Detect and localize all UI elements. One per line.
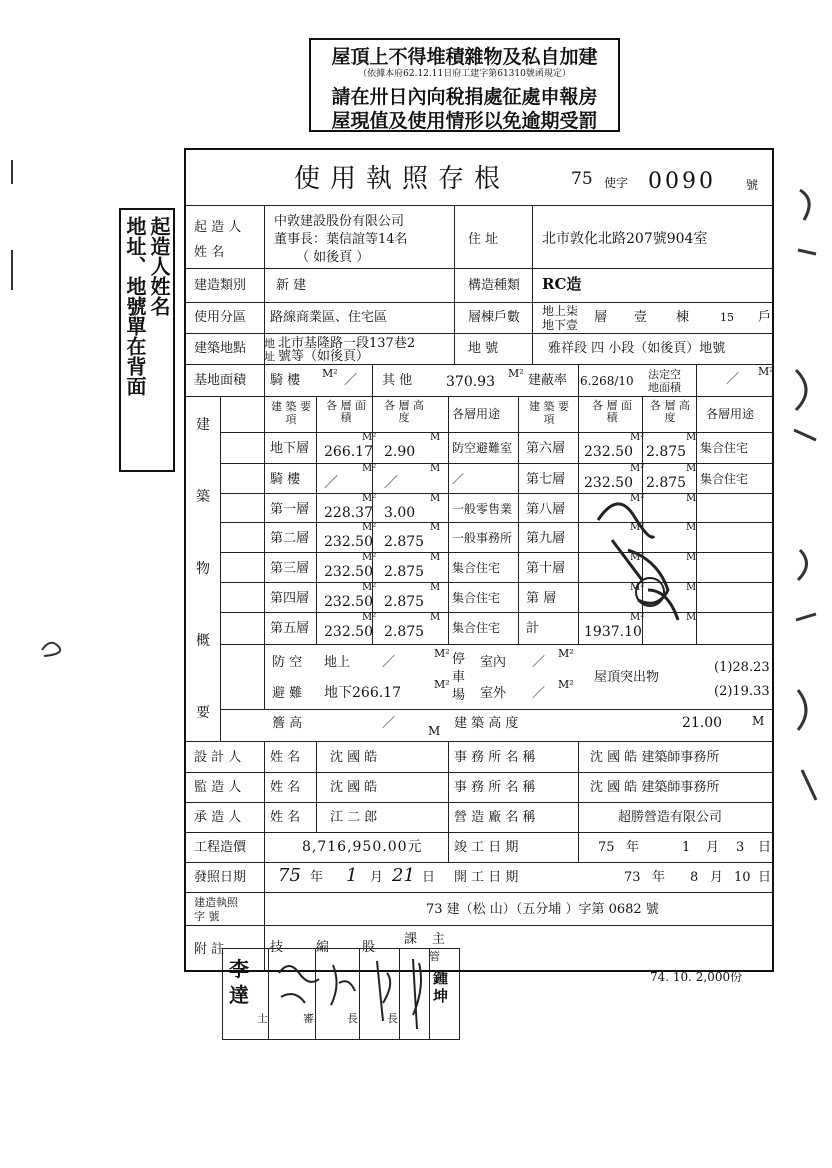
- shelter-label-2: 避 難: [272, 686, 303, 701]
- done-day: 3: [736, 840, 745, 855]
- bldg-row-area: ／: [324, 475, 338, 491]
- site-di: 地: [264, 337, 275, 350]
- parking-outdoor: 室外: [480, 686, 507, 701]
- issue-day: 21: [392, 865, 415, 886]
- bldg-row-area-unit: M²: [630, 463, 645, 474]
- bldg-row-height-unit: M: [686, 493, 697, 504]
- floors-dong: 棟: [676, 310, 690, 325]
- bldg-row-area-unit: M²: [630, 493, 645, 504]
- start-ri: 日: [758, 870, 772, 885]
- bldg-vlabel-1: 建: [196, 417, 210, 433]
- bh-label: 建 築 高 度: [454, 716, 519, 731]
- bldg-row-height-unit: M: [430, 493, 441, 504]
- side-note-col-2: [121, 216, 147, 403]
- issue-month: 1: [346, 865, 358, 886]
- permit-word: 使字: [604, 176, 629, 190]
- print-info: 74. 10. 2,000份: [650, 970, 743, 984]
- left-margin-marks-icon: [8, 150, 78, 670]
- bldg-row-area: 1937.10: [584, 624, 642, 640]
- floors-yi: 壹: [634, 310, 648, 325]
- roof-value-1: (1)28.23: [714, 660, 770, 675]
- parking-indoor: 室內: [480, 655, 507, 670]
- owner-name-3: （ 如後頁 ）: [296, 250, 370, 265]
- bldg-row-area-unit: M²: [362, 493, 377, 504]
- bcr-value: 6.268/10: [580, 374, 634, 388]
- remarks-label: 附 註: [194, 942, 225, 957]
- site-addr-2: 號等（如後頁）: [278, 349, 370, 364]
- sig-name-2: 李: [229, 957, 249, 981]
- shelter-below-unit: M²: [434, 678, 450, 691]
- bldg-vlabel-3: 物: [196, 561, 210, 577]
- permit-label-2: 字 號: [194, 910, 220, 923]
- cost-label: 工程造價: [194, 840, 247, 855]
- bldg-row-height-unit: M: [430, 582, 441, 593]
- bldg-row-area: 232.50: [324, 564, 373, 580]
- bldg-row-height: 2.875: [384, 534, 425, 550]
- bh-unit: M: [752, 714, 765, 728]
- start-day: 10: [734, 870, 751, 885]
- bldg-row-height: 2.875: [384, 624, 425, 640]
- supervisor-office: 沈 國 皓 建築師事務所: [590, 780, 720, 795]
- bldg-row-item: 計: [526, 621, 540, 636]
- remarks-s1: 技: [270, 940, 284, 955]
- bldg-row-area: 232.50: [584, 475, 633, 491]
- bldg-row-item: 第二層: [270, 531, 310, 546]
- remarks-s3: 編: [316, 940, 330, 955]
- bldg-vlabel-4: 概: [196, 633, 210, 649]
- sig-name-3: 達: [229, 983, 249, 1007]
- shelter-label-1: 防 空: [272, 655, 303, 670]
- area-m2-b: M²: [508, 367, 524, 380]
- bldg-header-height-2: 各 層 高 度: [650, 399, 690, 424]
- bldg-row-area: 266.17: [324, 444, 373, 460]
- bldg-row-area-unit: M²: [362, 612, 377, 623]
- bldg-row-area: 232.50: [584, 444, 633, 460]
- struct-value: RC造: [542, 275, 582, 293]
- permit-value: 73 建（松 山）（五分埔 ）字第 0682 號: [426, 902, 659, 917]
- bldg-row-area-unit: M²: [362, 552, 377, 563]
- owner-label-2: 姓 名: [194, 245, 225, 260]
- bldg-row-item: 第一層: [270, 502, 310, 517]
- area-slash-a: ／: [344, 373, 358, 388]
- bldg-vlabel-2: 築: [196, 489, 210, 505]
- bldg-row-area: 228.37: [324, 505, 373, 521]
- issue-label: 發照日期: [194, 870, 247, 885]
- designer-office: 沈 國 皓 建築師事務所: [590, 750, 720, 765]
- bldg-row-item: 地下層: [270, 441, 310, 456]
- open-label-2: 地面積: [648, 381, 681, 394]
- done-yue: 月: [706, 840, 720, 855]
- site-zhi: 址: [264, 350, 275, 363]
- shelter-above: 地上: [324, 655, 351, 670]
- done-label: 竣 工 日 期: [454, 840, 519, 855]
- start-yue: 月: [710, 870, 724, 885]
- form-title: 使用執照存根: [294, 164, 511, 194]
- roof-value-2: (2)19.33: [714, 684, 770, 699]
- cost-value: 8,716,950.00元: [302, 839, 423, 855]
- done-month: 1: [682, 840, 691, 855]
- bldg-row-area-unit: M²: [630, 522, 645, 533]
- area-label: 基地面積: [194, 373, 247, 388]
- sig-s6: 長: [347, 1012, 358, 1025]
- bldg-row-use: 防空避難室: [452, 441, 513, 455]
- designer-label: 設 計 人: [194, 750, 242, 765]
- site-label: 建築地點: [194, 341, 247, 356]
- shelter-below: 地下266.17: [324, 685, 401, 701]
- type-label: 建造類別: [194, 278, 247, 293]
- sig-name-1: 鍾坤: [433, 969, 449, 1005]
- bldg-row-item: 第八層: [526, 502, 566, 517]
- bldg-header-use: 各層用途: [452, 407, 501, 421]
- remarks-s7: 課: [404, 932, 418, 947]
- bldg-row-area-unit: M²: [630, 552, 645, 563]
- start-nian: 年: [652, 870, 666, 885]
- struct-label: 構造種類: [468, 278, 521, 293]
- parking-label-3: 場: [452, 688, 466, 703]
- bldg-row-area: 232.50: [324, 594, 373, 610]
- bldg-row-area-unit: M²: [630, 582, 645, 593]
- bldg-row-height-unit: M: [686, 432, 697, 443]
- bldg-row-height-unit: M: [686, 552, 697, 563]
- parking-indoor-slash: ／: [532, 655, 546, 670]
- issue-ri: 日: [422, 870, 436, 885]
- bldg-row-use: ／: [452, 472, 465, 486]
- contractor-firm-label: 營 造 廠 名 稱: [454, 810, 536, 825]
- bldg-row-item: 第 層: [526, 591, 557, 606]
- bldg-row-use: 集合住宅: [700, 472, 749, 486]
- bldg-row-height: 3.00: [384, 505, 416, 521]
- bldg-row-height: 2.90: [384, 444, 416, 460]
- bldg-row-height: 2.875: [646, 475, 687, 491]
- designer-name: 沈 國 皓: [330, 750, 378, 765]
- bldg-row-area-unit: M²: [362, 463, 377, 474]
- shelter-above-slash: ／: [382, 655, 396, 670]
- bldg-row-use: 集合住宅: [452, 621, 501, 635]
- done-year: 75: [598, 840, 615, 855]
- open-label-1: 法定空: [648, 368, 681, 381]
- bldg-vlabel-5: 要: [196, 705, 210, 721]
- owner-label-1: 起 造 人: [194, 220, 242, 235]
- side-note-text-1: 起造人姓名: [147, 216, 171, 316]
- bldg-row-height-unit: M: [430, 522, 441, 533]
- floors-above: 地上柒: [542, 304, 579, 318]
- bldg-row-area-unit: M²: [630, 432, 645, 443]
- permit-year: 75: [571, 169, 593, 189]
- site-addr-1: 北市基隆路一段137巷2: [278, 336, 416, 351]
- contractor-label: 承 造 人: [194, 810, 242, 825]
- bldg-row-area-unit: M²: [362, 522, 377, 533]
- designer-name-label: 姓 名: [270, 750, 301, 765]
- lot-label: 地 號: [468, 341, 499, 356]
- households-unit: 戶: [758, 310, 772, 325]
- bcr-label: 建蔽率: [528, 373, 568, 388]
- floors-label: 層棟戶數: [468, 310, 521, 325]
- sig-s8: 長: [387, 1012, 398, 1025]
- remarks-s5: 股: [362, 940, 376, 955]
- bldg-header-height: 各 層 高 度: [384, 399, 424, 424]
- done-nian: 年: [626, 840, 640, 855]
- owner-name-1: 中敦建設股份有限公司: [274, 214, 405, 229]
- bldg-header-use-2: 各層用途: [706, 407, 755, 421]
- notice-line-3: 請在卅日內向稅捐處征處申報房: [331, 86, 598, 108]
- bldg-row-item: 第四層: [270, 591, 310, 606]
- area-qilou: 騎 樓: [270, 373, 301, 388]
- bldg-row-area: 232.50: [324, 534, 373, 550]
- area-m2-a: M²: [322, 367, 338, 380]
- bldg-row-use: 集合住宅: [452, 561, 501, 575]
- start-month: 8: [690, 870, 699, 885]
- bldg-row-item: 第三層: [270, 561, 310, 576]
- sig-s10: 管: [429, 950, 440, 963]
- signature-block: [222, 948, 460, 1040]
- open-slash: ／: [726, 372, 740, 387]
- bldg-row-item: 第十層: [526, 561, 566, 576]
- lot-value: 雅祥段 四 小段（如後頁）地號: [548, 341, 726, 356]
- side-note-text-2: 地址、地號單在背面: [123, 216, 147, 396]
- use-label: 使用分區: [194, 310, 247, 325]
- eave-unit: M: [428, 724, 441, 738]
- designer-office-label: 事 務 所 名 稱: [454, 750, 536, 765]
- bldg-row-height-unit: M: [430, 552, 441, 563]
- floors-below: 地下壹: [542, 318, 579, 332]
- notice-line-1: 屋頂上不得堆積雜物及私自加建: [331, 46, 598, 68]
- issue-yue: 月: [370, 870, 384, 885]
- bldg-header-item: 建 築 要 項: [271, 400, 311, 426]
- use-value: 路線商業區、住宅區: [270, 310, 388, 325]
- permit-label-1: 建造執照: [194, 896, 238, 909]
- margin-marks-icon: [790, 170, 830, 870]
- bldg-header-area-2: 各 層 面 積: [592, 399, 632, 424]
- bldg-row-height-unit: M: [686, 522, 697, 533]
- bldg-row-item: 第五層: [270, 621, 310, 636]
- owner-addr: 北市敦化北路207號904室: [542, 231, 708, 247]
- eave-label: 簷 高: [272, 716, 303, 731]
- bldg-row-height-unit: M: [686, 612, 697, 623]
- notice-line-4: 屋現值及使用情形以免逾期受罰: [331, 110, 598, 132]
- bldg-row-item: 騎 樓: [270, 472, 301, 487]
- issue-year: 75: [278, 865, 301, 886]
- bldg-row-use: 一般事務所: [452, 531, 513, 545]
- bldg-row-item: 第九層: [526, 531, 566, 546]
- contractor-name: 江 二 郎: [330, 810, 378, 825]
- contractor-firm: 超勝營造有限公司: [618, 810, 723, 825]
- start-label: 開 工 日 期: [454, 870, 519, 885]
- bldg-row-area-unit: M²: [362, 582, 377, 593]
- area-other-label: 其 他: [382, 373, 413, 388]
- notice-stamp: [309, 38, 620, 132]
- floors-ceng: 層: [594, 310, 608, 325]
- bldg-header-item-2: 建 築 要 項: [529, 400, 569, 426]
- owner-addr-label: 住 址: [468, 232, 499, 247]
- bh-value: 21.00: [682, 715, 723, 731]
- bldg-row-use: 集合住宅: [700, 441, 749, 455]
- bldg-header-area: 各 層 面 積: [326, 399, 366, 424]
- done-ri: 日: [758, 840, 772, 855]
- bldg-row-height: 2.875: [646, 444, 687, 460]
- permit-suffix: 號: [746, 178, 759, 192]
- bldg-row-area: 232.50: [324, 624, 373, 640]
- bldg-row-height-unit: M: [686, 582, 697, 593]
- bldg-row-item: 第七層: [526, 472, 566, 487]
- owner-name-2: 董事長：葉信誼等14名: [274, 232, 408, 247]
- parking-outdoor-unit: M²: [558, 678, 574, 691]
- parking-indoor-unit: M²: [558, 647, 574, 660]
- notice-line-2: （依據本府62.12.11日府工建字第61310號函規定）: [358, 69, 571, 79]
- sig-s2: 士: [257, 1012, 268, 1025]
- signature-scribbles-icon: [273, 953, 453, 1033]
- bldg-row-area-unit: M²: [630, 612, 645, 623]
- bldg-row-height: 2.875: [384, 594, 425, 610]
- bldg-row-height: 2.875: [384, 564, 425, 580]
- supervisor-name-label: 姓 名: [270, 780, 301, 795]
- bldg-row-height-unit: M: [430, 612, 441, 623]
- bldg-row-height-unit: M: [430, 463, 441, 474]
- remarks-s9: 主: [432, 932, 446, 947]
- bldg-row-item: 第六層: [526, 441, 566, 456]
- start-year: 73: [624, 870, 641, 885]
- handwritten-stamp-icon: [588, 480, 698, 650]
- open-m2: M²: [758, 365, 774, 378]
- side-note-box: [119, 208, 175, 472]
- bldg-row-area-unit: M²: [362, 432, 377, 443]
- sig-s4: 審: [303, 1012, 314, 1025]
- parking-label-1: 停: [452, 652, 466, 667]
- permit-number: 0090: [648, 169, 716, 194]
- supervisor-office-label: 事 務 所 名 稱: [454, 780, 536, 795]
- parking-label-2: 車: [452, 670, 466, 685]
- issue-nian: 年: [310, 870, 324, 885]
- area-other-value: 370.93: [446, 374, 495, 390]
- type-value: 新 建: [276, 278, 307, 293]
- bldg-row-use: 一般零售業: [452, 502, 513, 516]
- supervisor-name: 沈 國 皓: [330, 780, 378, 795]
- bldg-row-height-unit: M: [686, 463, 697, 474]
- contractor-name-label: 姓 名: [270, 810, 301, 825]
- bldg-row-height-unit: M: [430, 432, 441, 443]
- bldg-row-height: ／: [384, 475, 398, 491]
- supervisor-label: 監 造 人: [194, 780, 242, 795]
- parking-outdoor-slash: ／: [532, 686, 546, 701]
- bldg-row-use: 集合住宅: [452, 591, 501, 605]
- roof-label: 屋頂突出物: [594, 670, 660, 685]
- eave-value: ／: [382, 716, 396, 731]
- shelter-above-unit: M²: [434, 647, 450, 660]
- households: 15: [720, 311, 734, 324]
